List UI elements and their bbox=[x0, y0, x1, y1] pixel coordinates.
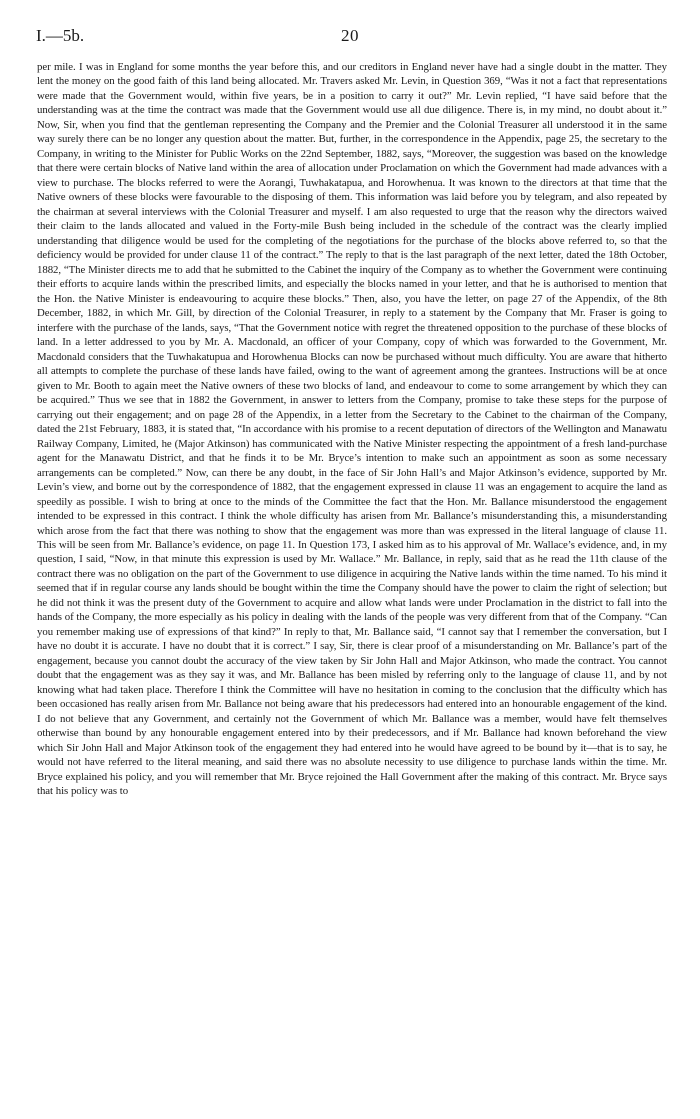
body-paragraph: per mile. I was in England for some months the year before this, and our creditors in England never have had a single doubt in the matter. They lent the money on the good faith of this land being allocated. Mr. Travers asked Mr. Levin, in Question 369, “Was it not a fact that representations were made that the Government would, within five years, be in a position to carry it out?” Mr. Levin replied, “I have said before that the understanding was at the time the contract was made that the Government would use all due diligence. There is, in my mind, no doubt about it.” Now, Sir, when you find that the gentleman representing the Company and the Premier and the Colonial Treasurer all understood it in the same way surely there can be no longer any question about the matter. But, further, in the correspondence in the Appendix, page 25, the secretary to the Company, in writing to the Minister for Public Works on the 22nd September, 1882, says, “Moreover, the suggestion was based on the knowledge that there were certain blocks of Native land within the area of allocation under Proclamation on which the Government had made advances with a view to purchase. The blocks referred to were the Aorangi, Tuwhakatapua, and Horowhenua. It was known to the directors at that time that the Native owners of these blocks were favourable to the disposing of them. This information was laid before you by telegram, and also repeated by the chairman at several interviews with the Colonial Treasurer and myself. I am also requested to urge that the reason why the directors waived their claim to the lands allocated and valued in the Forty-mile Bush being included in the schedule of the contract was the clearly implied understanding that diligence would be used for the completing of the negotiations for the purchase of the blocks above referred to, so that the deficiency would be provided for under clause 11 of the contract.” The reply to that is the last paragraph of the next letter, dated the 18th October, 1882, “The Minister directs me to add that he submitted to the Cabinet the inquiry of the Company as to whether the Government were continuing their efforts to acquire lands within the prescribed limits, and especially the blocks named in your letter, and that he is authorised to mention that the Hon. the Native Minister is endeavouring to acquire these blocks.” Then, also, you have the letter, on page 27 of the Appendix, of the 8th December, 1882, in which Mr. Gill, by direction of the Colonial Treasurer, in reply to a statement by the Company that Mr. Fraser is going to interfere with the purchase of the lands, says, “That the Government notice with regret the threatened opposition to the purchase of these blocks of land. In a letter addressed to you by Mr. A. Macdonald, an officer of your Company, copy of which was forwarded to the Government, Mr. Macdonald considers that the Tuwhakatupua and Horowhenua Blocks can now be purchased without much difficulty. You are aware that hitherto all attempts to complete the purchase of these lands have failed, owing to the want of agreement among the grantees. Instructions will be at once given to Mr. Booth to again meet the Native owners of these two blocks of land, and endeavour to come to some arrangement by which they can be acquired.” Thus we see that in 1882 the Government, in answer to letters from the Company, promise to take these steps for the purpose of carrying out their engagement; and on page 28 of the Appendix, in a letter from the Secretary to the Cabinet to the chairman of the Company, dated the 21st February, 1883, it is stated that, “In accordance with his promise to a recent deputation of directors of the Wellington and Manawatu Railway Company, Limited, he (Major Atkinson) has communicated with the Native Minister respecting the appointment of a fresh land-purchase agent for the Manawatu District, and that he finds it to be Mr. Bryce’s intention to make such an appointment as soon as some necessary arrangements can be completed.” Now, can there be any doubt, in the face of Sir John Hall’s and Major Atkinson’s evidence, supported by Mr. Levin’s view, and borne out by the correspondence of 1882, that the engagement expressed in clause 11 was an engagement to acquire the land as speedily as possible. I wish to bring at once to the minds of the Committee the fact that the Hon. Mr. Ballance misunderstood the engagement intended to be expressed in this contract. I think the whole difficulty has arisen from Mr. Ballance’s misunderstanding this, a misunderstanding which arose from the fact that there was nothing to show that the engagement was more than was expressed in the literal language of clause 11. This will be seen from Mr. Ballance’s evidence, on page 11. In Question 173, I asked him as to his approval of Mr. Wallace’s evidence, and, in my question, I said, “Now, in that minute this expression is used by Mr. Wallace.” Mr. Ballance, in reply, said that as he read the 11th clause of the contract there was no obligation on the part of the Government to use diligence in acquiring the Native lands within the time named. To his mind it seemed that if in regular course any lands should be bought within the time the Company should have the power to claim the right of selection; but he did not think it was the present duty of the Government to acquire and allow what lands were under Proclamation in the district to fall into the hands of the Company, the more especially as his policy in dealing with the lands of the people was very different from that of the Company. “Can you remember making use of expressions of that kind?” In reply to that, Mr. Ballance said, “I cannot say that I remember the conversation, but I have no doubt it is accurate. I have no doubt that it is correct.” I say, Sir, there is clear proof of a misunderstanding on Mr. Ballance’s part of the engagement, because you cannot doubt the accuracy of the view taken by Sir John Hall and Major Atkinson, who made the contract. You cannot doubt that the engagement was as they say it was, and Mr. Ballance has been misled by referring only to the language of clause 11, and by not knowing what had taken place. Therefore I think the Committee will have no hesitation in coming to the conclusion that the difficulty which has been occasioned has really arisen from Mr. Ballance not being aware that his predecessors had entered into an honourable engagement of the kind. I do not believe that any Government, and certainly not the Government of which Mr. Ballance was a member, would have felt themselves otherwise than bound by any honourable engagement entered into by their predecessors, and if Mr. Ballance had known beforehand the view which Sir John Hall and Major Atkinson took of the engagement they had entered into he would have agreed to be bound by it—that is to say, he would not have referred to the literal meaning, and said there was no absolute necessity to use diligence to purchase lands within the time. Mr. Bryce explained his policy, and you will remember that Mr. Bryce rejoined the Hall Government after the making of this contract. Mr. Bryce says that his policy was to bbox=[37, 61, 667, 798]
page-number: 20 bbox=[341, 26, 359, 45]
document-reference: I.—5b. bbox=[36, 26, 85, 45]
page-header bbox=[36, 26, 664, 48]
